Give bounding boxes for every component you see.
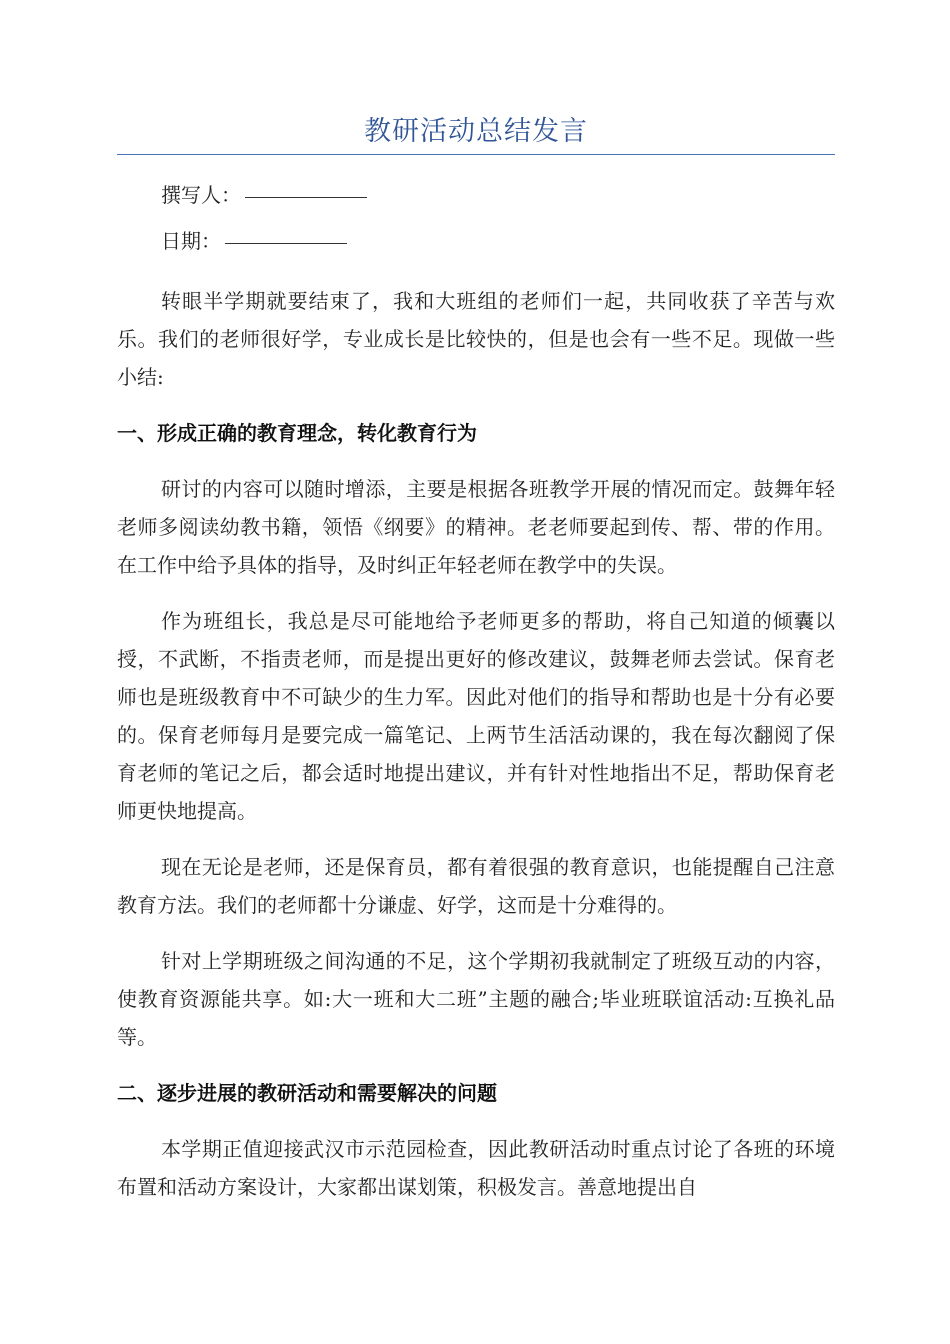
author-blank (245, 196, 367, 198)
section-1-heading: 一、形成正确的教育理念，转化教育行为 (117, 421, 477, 445)
section-1-paragraph-3: 现在无论是老师，还是保育员，都有着很强的教育意识，也能提醒自己注意教育方法。我们的老师都十分谦虚、好学，这而是十分难得的。 (117, 855, 835, 917)
section-1-paragraph-4: 针对上学期班级之间沟通的不足，这个学期初我就制定了班级互动的内容，使教育资源能共享。如:大一班和大二班”主题的融合;毕业班联谊活动:互换礼品等。 (117, 949, 835, 1049)
date-line (117, 218, 835, 264)
section-2-heading: 二、逐步进展的教研活动和需要解决的问题 (117, 1081, 497, 1105)
section-1-paragraph-2: 作为班组长，我总是尽可能地给予老师更多的帮助，将自己知道的倾囊以授，不武断，不指责老师，而是提出更好的修改建议，鼓舞老师去尝试。保育老师也是班级教育中不可缺少的生力军。因此对他们的指导和帮助也是十分有必要的。保育老师每月是要完成一篇笔记、上两节生活活动课的，我在每次翻阅了保育老师的笔记之后，都会适时地提出建议，并有针对性地指出不足，帮助保育老师更快地提高。 (117, 609, 835, 823)
document-title: 教研活动总结发言 (364, 116, 588, 147)
date-label: 日期： (161, 229, 221, 253)
section-2-paragraph-1: 本学期正值迎接武汉市示范园检查，因此教研活动时重点讨论了各班的环境布置和活动方案设计，大家都出谋划策，积极发言。善意地提出自 (117, 1137, 835, 1199)
author-label: 撰写人： (161, 183, 241, 207)
section-1-paragraph-1: 研讨的内容可以随时增添，主要是根据各班教学开展的情况而定。鼓舞年轻老师多阅读幼教书籍，领悟《纲要》的精神。老老师要起到传、帮、带的作用。在工作中给予具体的指导，及时纠正年轻老师在教学中的失误。 (117, 477, 835, 577)
title-underline (117, 154, 835, 155)
author-line (117, 172, 835, 218)
document-body (117, 172, 835, 1206)
date-blank (225, 242, 347, 244)
intro-paragraph: 转眼半学期就要结束了，我和大班组的老师们一起，共同收获了辛苦与欢乐。我们的老师很好学，专业成长是比较快的，但是也会有一些不足。现做一些小结: (117, 289, 835, 389)
